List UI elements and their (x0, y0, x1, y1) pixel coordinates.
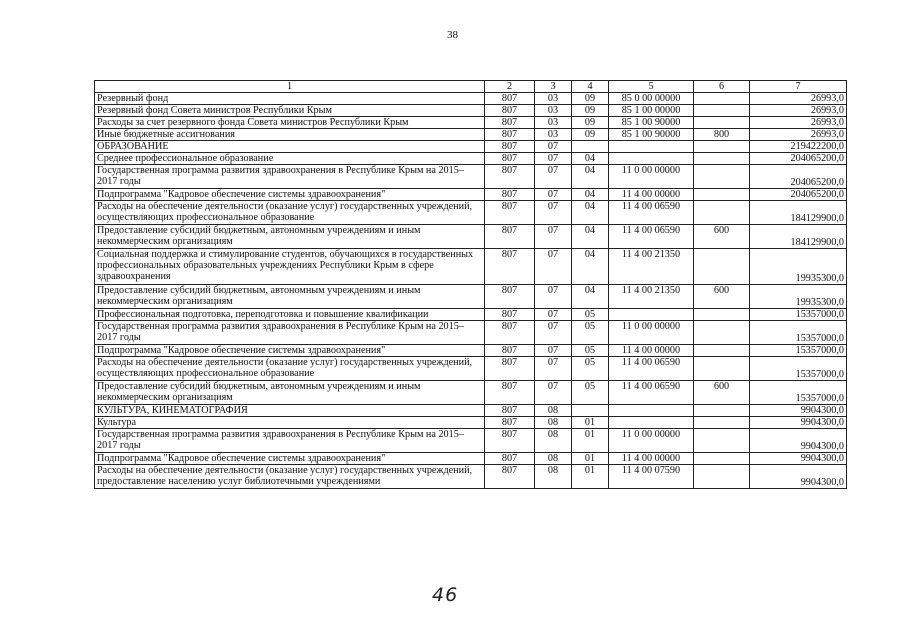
row-ministry-code-cell: 807 (485, 141, 535, 153)
row-target-article-cell (609, 405, 694, 417)
row-ministry-code-cell: 807 (485, 429, 535, 453)
table-row (95, 93, 847, 105)
header-cell: 5 (609, 81, 694, 93)
row-section-code-cell: 07 (535, 225, 572, 249)
row-section-code-cell: 07 (535, 249, 572, 285)
row-expense-type-cell (694, 357, 750, 381)
row-amount-cell: 15357000,0 (750, 309, 847, 321)
row-section-code-cell: 07 (535, 309, 572, 321)
table-header-row (95, 81, 847, 93)
table-row (95, 309, 847, 321)
row-name-cell: Расходы на обеспечение деятельности (оказание услуг) государственных учреждений, предоставление населению услуг библиотечными учреждениями (95, 465, 485, 489)
row-section-code-cell: 07 (535, 285, 572, 309)
row-expense-type-cell: 600 (694, 285, 750, 309)
row-target-article-cell (609, 417, 694, 429)
table-row (95, 465, 847, 489)
row-section-code-cell: 07 (535, 189, 572, 201)
row-target-article-cell (609, 309, 694, 321)
row-expense-type-cell (694, 201, 750, 225)
row-subsection-code-cell: 09 (572, 93, 609, 105)
row-section-code-cell: 07 (535, 165, 572, 189)
row-subsection-code-cell: 04 (572, 249, 609, 285)
row-target-article-cell: 85 1 00 90000 (609, 129, 694, 141)
row-target-article-cell: 11 4 00 06590 (609, 225, 694, 249)
row-amount-cell: 9904300,0 (750, 465, 847, 489)
row-ministry-code-cell: 807 (485, 381, 535, 405)
row-expense-type-cell (694, 465, 750, 489)
row-subsection-code-cell: 09 (572, 117, 609, 129)
row-amount-cell: 9904300,0 (750, 429, 847, 453)
row-section-code-cell: 07 (535, 381, 572, 405)
row-target-article-cell: 11 4 00 00000 (609, 345, 694, 357)
row-expense-type-cell (694, 405, 750, 417)
row-subsection-code-cell: 05 (572, 381, 609, 405)
page-number: 38 (447, 29, 458, 41)
row-subsection-code-cell (572, 405, 609, 417)
row-section-code-cell: 07 (535, 141, 572, 153)
row-name-cell: Расходы за счет резервного фонда Совета министров Республики Крым (95, 117, 485, 129)
row-subsection-code-cell: 04 (572, 189, 609, 201)
row-subsection-code-cell: 05 (572, 321, 609, 345)
row-target-article-cell: 85 1 00 90000 (609, 117, 694, 129)
table-row (95, 381, 847, 405)
row-expense-type-cell (694, 117, 750, 129)
table-row (95, 249, 847, 285)
row-section-code-cell: 07 (535, 201, 572, 225)
table-row (95, 129, 847, 141)
row-section-code-cell: 03 (535, 105, 572, 117)
row-subsection-code-cell: 01 (572, 465, 609, 489)
row-name-cell: Государственная программа развития здравоохранения в Республике Крым на 2015–2017 годы (95, 429, 485, 453)
row-section-code-cell: 07 (535, 357, 572, 381)
row-section-code-cell: 07 (535, 153, 572, 165)
row-subsection-code-cell: 09 (572, 129, 609, 141)
row-name-cell: Государственная программа развития здравоохранения в Республике Крым на 2015–2017 годы (95, 321, 485, 345)
header-cell: 2 (485, 81, 535, 93)
row-amount-cell: 184129900,0 (750, 201, 847, 225)
row-ministry-code-cell: 807 (485, 465, 535, 489)
handwritten-page-number: 46 (432, 584, 459, 606)
row-amount-cell: 204065200,0 (750, 165, 847, 189)
row-target-article-cell: 11 4 00 00000 (609, 453, 694, 465)
row-target-article-cell: 11 4 00 06590 (609, 201, 694, 225)
row-name-cell: Подпрограмма "Кадровое обеспечение системы здравоохранения" (95, 453, 485, 465)
row-subsection-code-cell (572, 141, 609, 153)
row-amount-cell: 219422200,0 (750, 141, 847, 153)
row-expense-type-cell (694, 417, 750, 429)
row-section-code-cell: 07 (535, 345, 572, 357)
row-name-cell: Подпрограмма "Кадровое обеспечение системы здравоохранения" (95, 189, 485, 201)
table-row (95, 141, 847, 153)
row-target-article-cell (609, 141, 694, 153)
row-target-article-cell: 11 0 00 00000 (609, 429, 694, 453)
row-name-cell: Подпрограмма "Кадровое обеспечение системы здравоохранения" (95, 345, 485, 357)
row-section-code-cell: 08 (535, 417, 572, 429)
row-expense-type-cell (694, 165, 750, 189)
table-row (95, 201, 847, 225)
table-row (95, 225, 847, 249)
row-name-cell: КУЛЬТУРА, КИНЕМАТОГРАФИЯ (95, 405, 485, 417)
row-subsection-code-cell: 04 (572, 225, 609, 249)
row-amount-cell: 184129900,0 (750, 225, 847, 249)
table-row (95, 285, 847, 309)
row-name-cell: Среднее профессиональное образование (95, 153, 485, 165)
row-subsection-code-cell: 04 (572, 285, 609, 309)
row-expense-type-cell (694, 141, 750, 153)
table-row (95, 357, 847, 381)
row-ministry-code-cell: 807 (485, 201, 535, 225)
row-expense-type-cell (694, 429, 750, 453)
row-ministry-code-cell: 807 (485, 225, 535, 249)
row-expense-type-cell (694, 321, 750, 345)
row-amount-cell: 15357000,0 (750, 321, 847, 345)
row-ministry-code-cell: 807 (485, 165, 535, 189)
row-expense-type-cell (694, 153, 750, 165)
row-subsection-code-cell: 04 (572, 153, 609, 165)
row-name-cell: Предоставление субсидий бюджетным, автономным учреждениям и иным некоммерческим организациям (95, 381, 485, 405)
row-expense-type-cell (694, 309, 750, 321)
row-section-code-cell: 03 (535, 93, 572, 105)
row-name-cell: Государственная программа развития здравоохранения в Республике Крым на 2015–2017 годы (95, 165, 485, 189)
row-target-article-cell: 11 0 00 00000 (609, 165, 694, 189)
table-row (95, 153, 847, 165)
row-expense-type-cell: 800 (694, 129, 750, 141)
row-section-code-cell: 08 (535, 453, 572, 465)
row-ministry-code-cell: 807 (485, 417, 535, 429)
row-expense-type-cell: 600 (694, 381, 750, 405)
table-row (95, 321, 847, 345)
row-amount-cell: 9904300,0 (750, 453, 847, 465)
header-cell: 7 (750, 81, 847, 93)
row-section-code-cell: 03 (535, 129, 572, 141)
table-row (95, 405, 847, 417)
row-target-article-cell: 11 4 00 06590 (609, 357, 694, 381)
row-amount-cell: 19935300,0 (750, 249, 847, 285)
table-row (95, 117, 847, 129)
row-expense-type-cell (694, 93, 750, 105)
row-amount-cell: 26993,0 (750, 105, 847, 117)
row-name-cell: Резервный фонд Совета министров Республики Крым (95, 105, 485, 117)
row-amount-cell: 19935300,0 (750, 285, 847, 309)
row-target-article-cell: 11 0 00 00000 (609, 321, 694, 345)
row-subsection-code-cell: 05 (572, 309, 609, 321)
header-cell: 3 (535, 81, 572, 93)
row-expense-type-cell (694, 345, 750, 357)
row-ministry-code-cell: 807 (485, 105, 535, 117)
row-target-article-cell (609, 153, 694, 165)
row-ministry-code-cell: 807 (485, 129, 535, 141)
row-subsection-code-cell: 09 (572, 105, 609, 117)
row-expense-type-cell (694, 453, 750, 465)
row-section-code-cell: 08 (535, 405, 572, 417)
row-target-article-cell: 11 4 00 06590 (609, 381, 694, 405)
row-ministry-code-cell: 807 (485, 249, 535, 285)
row-ministry-code-cell: 807 (485, 309, 535, 321)
row-ministry-code-cell: 807 (485, 285, 535, 309)
row-amount-cell: 9904300,0 (750, 417, 847, 429)
table-row (95, 105, 847, 117)
row-amount-cell: 26993,0 (750, 129, 847, 141)
row-target-article-cell: 85 0 00 00000 (609, 93, 694, 105)
header-cell: 6 (694, 81, 750, 93)
row-expense-type-cell (694, 105, 750, 117)
row-ministry-code-cell: 807 (485, 93, 535, 105)
row-subsection-code-cell: 01 (572, 429, 609, 453)
budget-table (94, 80, 847, 489)
row-section-code-cell: 07 (535, 321, 572, 345)
table-row (95, 429, 847, 453)
row-amount-cell: 26993,0 (750, 93, 847, 105)
row-name-cell: Предоставление субсидий бюджетным, автономным учреждениям и иным некоммерческим организациям (95, 225, 485, 249)
table-row (95, 165, 847, 189)
row-amount-cell: 15357000,0 (750, 357, 847, 381)
header-cell: 1 (95, 81, 485, 93)
row-name-cell: ОБРАЗОВАНИЕ (95, 141, 485, 153)
row-ministry-code-cell: 807 (485, 405, 535, 417)
row-name-cell: Профессиональная подготовка, переподготовка и повышение квалификации (95, 309, 485, 321)
table-row (95, 453, 847, 465)
row-amount-cell: 204065200,0 (750, 189, 847, 201)
row-subsection-code-cell: 01 (572, 453, 609, 465)
table-row (95, 189, 847, 201)
table-row (95, 417, 847, 429)
row-name-cell: Резервный фонд (95, 93, 485, 105)
row-amount-cell: 15357000,0 (750, 345, 847, 357)
row-ministry-code-cell: 807 (485, 189, 535, 201)
row-expense-type-cell (694, 249, 750, 285)
row-target-article-cell: 11 4 00 00000 (609, 189, 694, 201)
row-name-cell: Иные бюджетные ассигнования (95, 129, 485, 141)
row-target-article-cell: 11 4 00 21350 (609, 285, 694, 309)
row-target-article-cell: 11 4 00 21350 (609, 249, 694, 285)
table-row (95, 345, 847, 357)
row-subsection-code-cell: 04 (572, 201, 609, 225)
table-body (95, 81, 847, 489)
row-name-cell: Расходы на обеспечение деятельности (оказание услуг) государственных учреждений, осуществляющих профессиональное образование (95, 201, 485, 225)
row-expense-type-cell: 600 (694, 225, 750, 249)
row-ministry-code-cell: 807 (485, 453, 535, 465)
row-expense-type-cell (694, 189, 750, 201)
row-amount-cell: 9904300,0 (750, 405, 847, 417)
row-ministry-code-cell: 807 (485, 345, 535, 357)
row-name-cell: Расходы на обеспечение деятельности (оказание услуг) государственных учреждений, осуществляющих профессиональное образование (95, 357, 485, 381)
row-ministry-code-cell: 807 (485, 321, 535, 345)
row-amount-cell: 204065200,0 (750, 153, 847, 165)
row-amount-cell: 26993,0 (750, 117, 847, 129)
row-ministry-code-cell: 807 (485, 117, 535, 129)
row-name-cell: Предоставление субсидий бюджетным, автономным учреждениям и иным некоммерческим организациям (95, 285, 485, 309)
header-cell: 4 (572, 81, 609, 93)
row-subsection-code-cell: 05 (572, 357, 609, 381)
row-subsection-code-cell: 04 (572, 165, 609, 189)
row-ministry-code-cell: 807 (485, 153, 535, 165)
row-subsection-code-cell: 01 (572, 417, 609, 429)
row-section-code-cell: 03 (535, 117, 572, 129)
row-ministry-code-cell: 807 (485, 357, 535, 381)
row-target-article-cell: 11 4 00 07590 (609, 465, 694, 489)
row-target-article-cell: 85 1 00 00000 (609, 105, 694, 117)
row-name-cell: Социальная поддержка и стимулирование студентов, обучающихся в государственных профессиональных образовательных учреждениях Республики Крым в сфере здравоохранения (95, 249, 485, 285)
row-section-code-cell: 08 (535, 429, 572, 453)
row-amount-cell: 15357000,0 (750, 381, 847, 405)
row-subsection-code-cell: 05 (572, 345, 609, 357)
row-name-cell: Культура (95, 417, 485, 429)
row-section-code-cell: 08 (535, 465, 572, 489)
